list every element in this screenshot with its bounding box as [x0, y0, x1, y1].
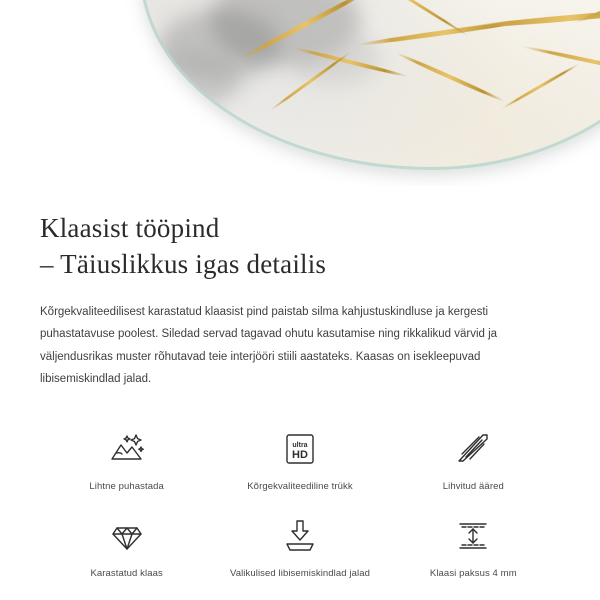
- glass-plate-surface: [140, 0, 600, 170]
- product-description: Kõrgekvaliteedilisest karastatud klaasist pind paistab silma kahjustuskindluse ja kergesti puhastatavuse poolest. Siledad servad tagavad ohutu kasutamise ning rikkalikud värvid ja väljendusrikas muster rõhutavad teie interjööri stiili aastateks. Kaasas on isekleepuvad libisemiskindlad jalad.: [40, 305, 498, 386]
- feature-item: [387, 427, 560, 492]
- feature-label: Kõrgekvaliteediline trükk: [247, 480, 353, 492]
- thickness-icon: [450, 514, 496, 558]
- polished-edges-icon: [450, 427, 496, 471]
- feature-label: Klaasi paksus 4 mm: [429, 567, 517, 579]
- gold-vein: [394, 51, 505, 103]
- diamond-icon: [104, 514, 150, 558]
- feature-label: Karastatud klaas: [90, 567, 163, 579]
- feature-item: [213, 514, 386, 579]
- page-title-line-1: Klaasist tööpind: [40, 213, 220, 243]
- gold-vein: [500, 63, 579, 111]
- hero-image: [0, 0, 600, 186]
- feature-grid: [40, 427, 560, 579]
- page-title: [40, 210, 560, 283]
- feature-label: Lihvitud ääred: [442, 480, 504, 492]
- feature-item: [40, 514, 213, 579]
- marble-smudge: [140, 50, 240, 110]
- ultra-hd-icon: [277, 427, 323, 471]
- content-area: [0, 210, 600, 579]
- svg-text:ultra: ultra: [292, 441, 308, 449]
- sparkle-clean-icon: [104, 427, 150, 471]
- feature-item: [213, 427, 386, 492]
- anti-slip-feet-icon: [277, 514, 323, 558]
- feature-item: [387, 514, 560, 579]
- feature-item: [40, 427, 213, 492]
- feature-label: Lihtne puhastada: [89, 480, 164, 492]
- page-title-line-2: – Täiuslikkus igas detailis: [40, 249, 327, 280]
- feature-label: Valikulised libisemiskindlad jalad: [229, 567, 370, 579]
- gold-vein: [442, 0, 598, 2]
- svg-text:HD: HD: [292, 448, 308, 461]
